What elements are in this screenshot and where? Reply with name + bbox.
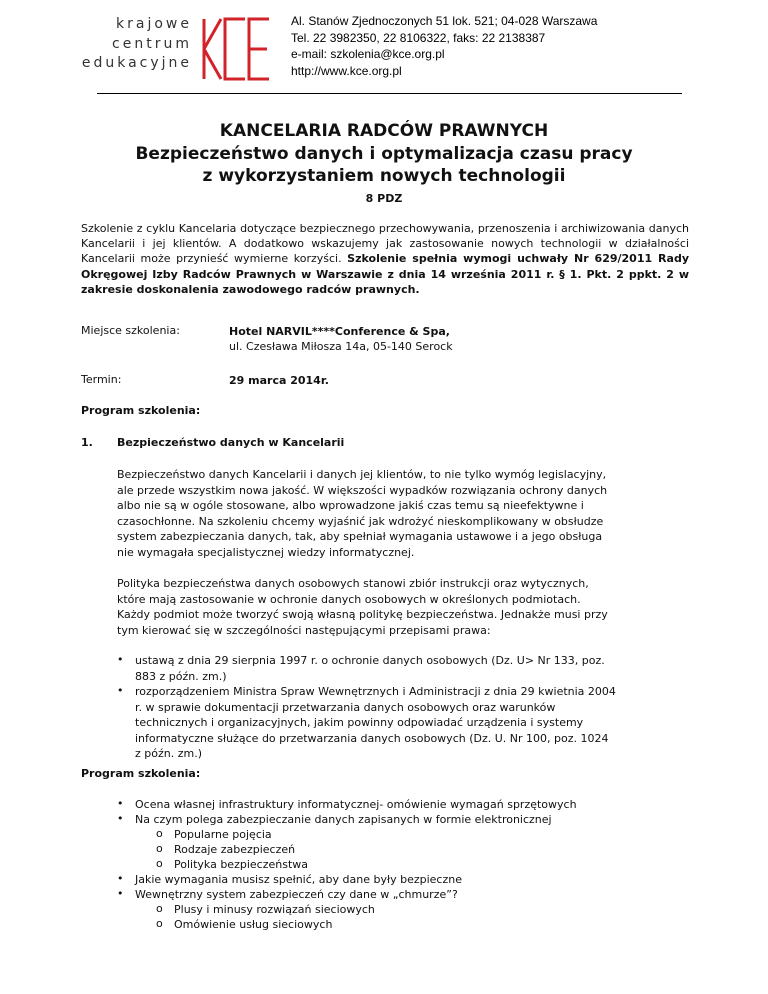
para2-line: Każdy podmiot może tworzyć swoją własną politykę bezpieczeństwa. Jednakże musi przy [117,608,608,621]
program-item-2: Na czym polega zabezpieczanie danych zapisanych w formie elektronicznej [135,813,552,826]
section-title: Bezpieczeństwo danych w Kancelarii [117,436,345,449]
law2-line: technicznych i organizacyjnych, jakim powinny odpowiadać urządzenia i systemy [135,716,584,729]
sub-bullet-icon: o [156,827,163,840]
intro-bold-text: Szkolenie spełnia wymogi uchwały Nr 629/2011 Rady Okręgowej Izby Radców Prawnych w Warszawie z dnia 14 września 2011 r. § 1. Pkt. 2 ppkt. 2 w zakresie doskonalenia zawodowego radców prawnych. [81,252,689,296]
section-paragraph-1 [117,467,677,560]
document-title: KANCELARIA RADCÓW PRAWNYCH [219,121,549,141]
law-item-2 [135,684,685,762]
program-subitem: Plusy i minusy rozwiązań sieciowych [174,903,375,916]
sub-bullet-icon: o [156,902,163,915]
contact-email[interactable]: e-mail: szkolenia@kce.org.pl [291,47,445,61]
program-subitem: Popularne pojęcia [174,828,272,841]
para2-line: tym kierować się w szczególności następującymi przepisami prawa: [117,623,491,637]
law2-line: r. w sprawie dokumentacji przetwarzania danych osobowych oraz warunków [135,700,556,714]
para1-line: Bezpieczeństwo danych Kancelarii i danych jej klientów, to nie tylko wymóg legislacyjny, [117,468,607,481]
date-value: 29 marca 2014r. [229,374,329,387]
document-subtitle-2: z wykorzystaniem nowych technologii [202,166,566,186]
logo-wordmark [66,15,192,74]
law1-line: 883 z późn. zm.) [135,669,227,683]
law2-line: z późn. zm.) [135,747,202,760]
bullet-icon: • [117,812,124,825]
para1-line: czasochłonne. Na szkoleniu chcemy wyjaśnić jak wdrożyć nieskomplikowany w obsłudze [117,514,604,528]
program-item-1: Ocena własnej infrastruktury informatycznej- omówienie wymagań sprzętowych [135,798,577,811]
intro-paragraph [81,221,689,297]
venue-label: Miejsce szkolenia: [81,324,180,337]
document-subtitle-1: Bezpieczeństwo danych i optymalizacja czasu pracy [135,144,633,164]
bullet-icon: • [117,887,124,900]
section-number: 1. [81,436,93,449]
para1-line: nie wymagała specjalistycznej wiedzy informatycznej. [117,545,415,559]
venue-address: ul. Czesława Miłosza 14a, 05-140 Serock [229,340,453,353]
logo-line-1: krajowe [116,16,192,32]
contact-block [291,13,597,79]
kce-logo-icon [201,17,271,81]
para2-line: które mają zastosowanie w ochronie danych osobowych w określonych podmiotach. [117,592,581,606]
contact-phones: Tel. 22 3982350, 22 8106322, faks: 22 2138387 [291,30,546,45]
venue-name: Hotel NARVIL****Conference & Spa, [229,325,450,338]
bullet-icon: • [117,797,124,810]
sub-bullet-icon: o [156,857,163,870]
law-item-1 [135,653,685,684]
program-heading-2: Program szkolenia: [81,767,201,780]
para1-line: albo nie są w ogóle stosowane, albo wprowadzone jakiś czas temu są nieefektywne i [117,499,584,512]
program-subitem: Omówienie usług sieciowych [174,918,333,931]
para1-line: system zabezpieczania danych, tak, aby spełniał wymagania ustawowe i a jego obsługa [117,530,603,543]
program-item-4: Wewnętrzny system zabezpieczeń czy dane w „chmurze”? [135,888,458,901]
logo-line-3: edukacyjne [81,55,192,71]
venue-value [229,324,453,354]
law2-line: informatyczne służące do przetwarzania danych osobowych (Dz. U. Nr 100, poz. 1024 [135,731,609,745]
program-heading-1: Program szkolenia: [81,404,201,417]
program-subitem: Polityka bezpieczeństwa [174,858,308,871]
header-divider [97,93,682,94]
contact-website[interactable]: http://www.kce.org.pl [291,63,402,78]
bullet-icon: • [117,872,124,885]
contact-address: Al. Stanów Zjednoczonych 51 lok. 521; 04-028 Warszawa [291,14,598,28]
sub-bullet-icon: o [156,842,163,855]
bullet-icon: • [117,653,124,666]
sub-bullet-icon: o [156,917,163,930]
para1-line: ale przede wszystkim nowa jakość. W większości wypadków rozwiązania ochrony danych [117,483,608,497]
section-paragraph-2 [117,576,677,638]
law1-line: ustawą z dnia 29 sierpnia 1997 r. o ochronie danych osobowych (Dz. U> Nr 133, poz. [135,654,605,667]
bullet-icon: • [117,684,124,697]
program-subitem: Rodzaje zabezpieczeń [174,843,296,856]
date-label: Termin: [81,373,122,386]
law2-line: rozporządzeniem Ministra Spraw Wewnętrznych i Administracji z dnia 29 kwietnia 2004 [135,685,616,698]
intro-text: Szkolenie z cyklu Kancelaria dotyczące bezpiecznego przechowywania, przenoszenia i archiwizowania danych Kancelarii i jej klientów. A dodatkowo wskazujemy jak zastosowanie nowych technologii w działalności Kancelarii może przynieść wymierne korzyści. [81,222,689,266]
program-item-3: Jakie wymagania musisz spełnić, aby dane były bezpieczne [135,873,462,886]
logo-line-2: centrum [112,35,192,52]
para2-line: Polityka bezpieczeństwa danych osobowych stanowi zbiór instrukcji oraz wytycznych, [117,577,589,590]
pdz-points: 8 PDZ [365,192,403,205]
